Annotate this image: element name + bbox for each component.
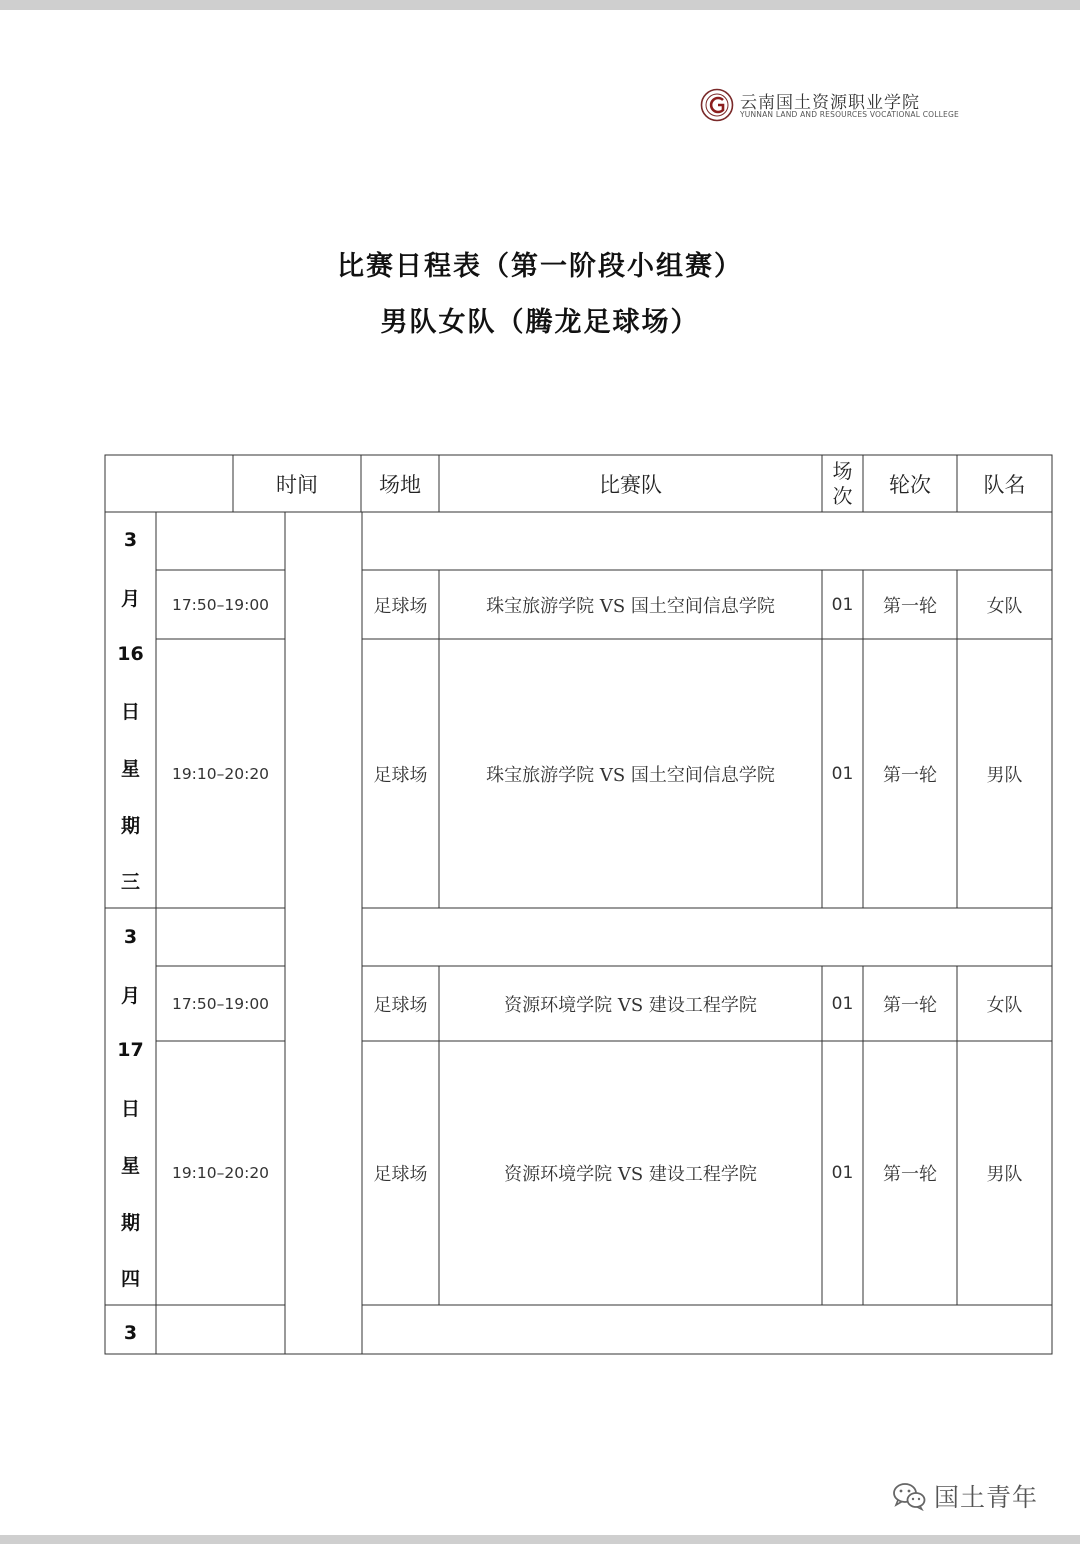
header-venue: 场地 [379, 472, 421, 497]
match-time: 19:10–20:20 [171, 1164, 270, 1182]
date2-char: 期 [120, 1211, 140, 1234]
header-team: 队名 [983, 472, 1026, 497]
date1-char: 星 [120, 757, 140, 780]
match-venue: 足球场 [373, 595, 428, 617]
match-time: 17:50–19:00 [171, 595, 270, 614]
header-round: 轮次 [889, 472, 931, 497]
match-round: 第一轮 [883, 764, 937, 786]
watermark-text: 国土青年 [934, 1483, 1039, 1512]
header-time: 时间 [276, 472, 318, 497]
date1-char: 3 [123, 529, 138, 551]
match-venue: 足球场 [373, 764, 428, 786]
date2-char: 四 [120, 1267, 140, 1290]
college-name-en: YUNNAN LAND AND RESOURCES VOCATIONAL COLLEGE [740, 110, 959, 119]
match-team-type: 女队 [986, 994, 1023, 1016]
date2-char: 日 [120, 1097, 140, 1120]
match-venue: 足球场 [373, 1164, 428, 1185]
header-session-top: 场 [832, 458, 853, 483]
bottom-border-bar [0, 1535, 1080, 1544]
match-session: 01 [831, 594, 854, 615]
match-round: 第一轮 [883, 994, 937, 1016]
match-venue: 足球场 [373, 994, 428, 1016]
match-session: 01 [831, 763, 854, 784]
date1-char: 三 [120, 870, 140, 893]
match-time: 19:10–20:20 [171, 764, 270, 783]
match-teams: 资源环境学院 VS 建设工程学院 [504, 994, 757, 1016]
match-teams: 珠宝旅游学院 VS 国土空间信息学院 [486, 595, 775, 617]
date1-char: 月 [120, 587, 140, 610]
date2-char: 3 [123, 926, 138, 948]
match-teams: 资源环境学院 VS 建设工程学院 [504, 1164, 757, 1185]
match-round: 第一轮 [883, 595, 937, 617]
match-round: 第一轮 [883, 1164, 937, 1185]
match-team-type: 男队 [986, 1164, 1023, 1185]
college-name-cn: 云南国土资源职业学院 [740, 93, 920, 113]
header-match: 比赛队 [599, 472, 662, 497]
date1-char: 期 [120, 814, 140, 837]
date2-char: 星 [120, 1154, 140, 1177]
header-session [822, 455, 863, 512]
match-session: 01 [831, 1163, 854, 1183]
date3-char: 3 [123, 1322, 138, 1344]
date2-char: 17 [117, 1039, 144, 1061]
page-subtitle: 男队女队（腾龙足球场） [380, 307, 700, 338]
match-session: 01 [831, 993, 854, 1014]
date1-char: 16 [117, 643, 144, 665]
match-team-type: 女队 [986, 595, 1023, 617]
match-teams: 珠宝旅游学院 VS 国土空间信息学院 [486, 764, 775, 786]
date2-char: 月 [120, 984, 140, 1007]
match-time: 17:50–19:00 [171, 994, 270, 1013]
header-session-bottom: 次 [832, 483, 853, 508]
wechat-icon [892, 1481, 926, 1511]
page-title: 比赛日程表（第一阶段小组赛） [337, 251, 743, 282]
match-team-type: 男队 [986, 764, 1023, 786]
wechat-watermark [892, 1478, 1038, 1514]
date1-char: 日 [120, 700, 140, 723]
